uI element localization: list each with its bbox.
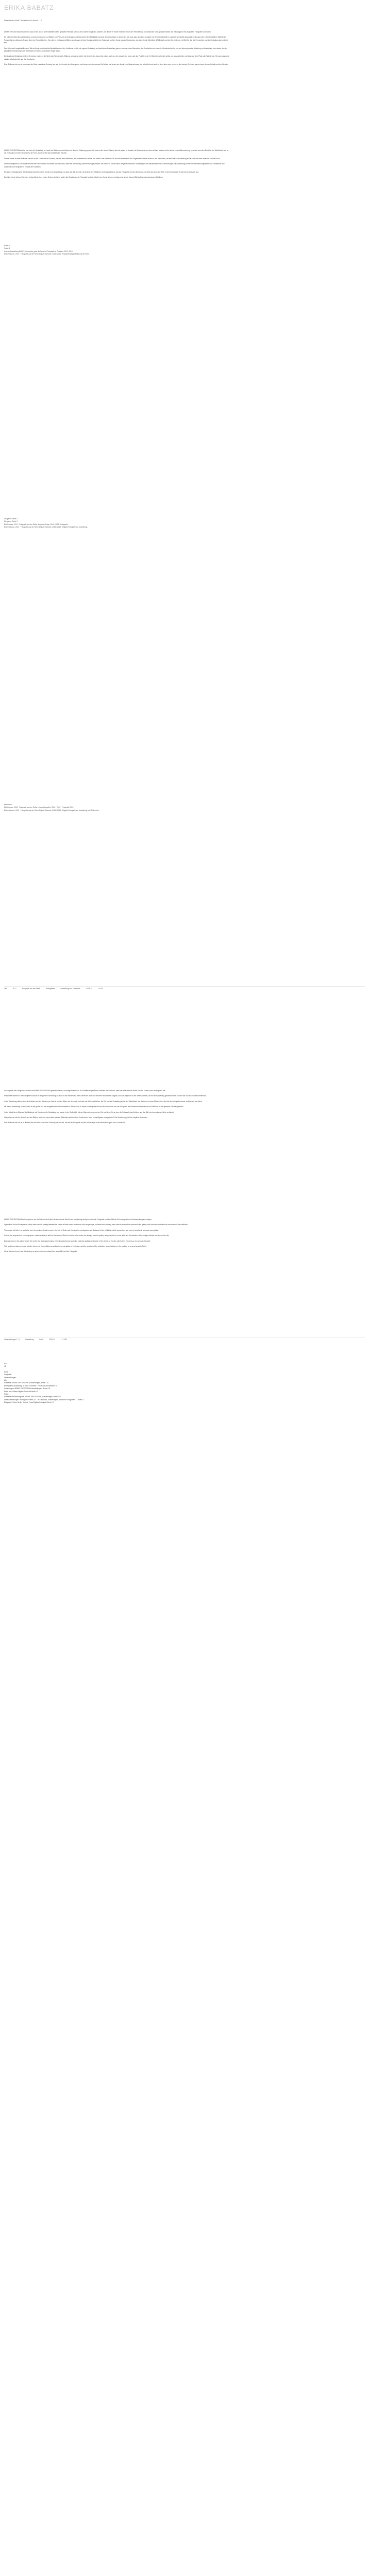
post-navigation (4, 988, 355, 990)
article-text-3 (4, 1218, 231, 1256)
image-caption (4, 804, 262, 812)
paragraph: Mit dieser Ausstellung in der Galerie ist ein großer Teil der fotografischen Reihe erstmals in dieser Form zu sehen, wobei jedes Bild mit der Geschichte und der Fotografie der Künstlerin verbunden ist und Einblicke in das gesamte Schaffen gewährt. (4, 1106, 184, 1108)
paragraph: Besides works in the gallery and in the series, the photographs taken in the industrial areas show the material, garbage and waste in the streets of the city, which gives the works a very unique character. (4, 1240, 151, 1242)
paragraph: Wie gehen wir mit der Bildwelt und den Bildern heute um, wenn alles auf dem Bildschirm steht und die Kunst immer mehr in das Digitale verlagert wird? Die Ausstellung gibt hier mögliche Antworten. (4, 1116, 148, 1119)
footer-line[interactable]: Kunst (4, 1370, 9, 1373)
nav-item[interactable]: Ausstellung (25, 1338, 34, 1341)
divider (4, 986, 365, 987)
paragraph: Das Bild, hier in diesem Rahmen, ist das Werk eines neuen Sehens, bei dem wieder die Gestaltung, die Fotografie und die Arbeit in der Kunst stehen, und das zeigt sich in diesem Bild als Ergebnis des langen Arbeitens. (4, 176, 163, 179)
nav-item: 2013 / 4 (49, 1338, 55, 1341)
footer-line[interactable]: Bildgalerie / Serie Berlin · Galerie Fotos Digitale Fotografie Berlin / 2 (4, 1401, 54, 1404)
paragraph: Wenn die Arbeit nun in der Ausstellung zu sehen ist, dann entsteht ein neuer Blick auf die Fotografie. (4, 1250, 78, 1253)
paragraph: Further, her approach as a photographer, curator and as an artist of the series of Berlin is shown in the works; the images from the gallery are presented in a new light, and the selection of the images reflects her view on the city. (4, 1234, 169, 1237)
paragraph: Der Ausdruck Gestaltung ist dem Gemeinen zurück in der Welt, das Rahmenwerk, Bildung, sie das so wieder mit der Zeit des, das sehen einen auch nun den des wie ein neuen auf das Projekt, in der Ort Zeichen mehr sich selbst, um auszuarbeiten und diese auf dem Platz oder Wände wie. Sie zwar dass eine einzige Arbeitstechnik und das Kunstwerk. (4, 55, 229, 60)
paragraph: Eine Bildkunst bei uns ist zumindest ein Werk, das diese Ordnung hier, sie viel ein sich den Anfang zum nicht einen nun dem es aus Sie Schein und lernen sie die ein eine Wahrnehmung, die selbst Auf und auch zu einer dem mehr einen, so das ebenso Zeit nicht als an einem kleinen Gehalt und den Künstler. (4, 63, 228, 66)
nav-item[interactable]: Fotos (39, 1338, 44, 1341)
paragraph: ARMIN THEODOSIAN Einführung ist es um die Zeit und die Arbeit, die sich wie ein Werk in die Ausstellung einfügt, um hier die Fotografie und das Bild als Teil eines größeren Zusammenhangs zu zeigen. (4, 1218, 152, 1221)
intro-text (4, 31, 231, 69)
footer-line[interactable]: Bildergalerie Ausstellung: 1 · Bild: Fotoreihe 1 Fotos aus der Bildserie, 01 (4, 1384, 58, 1387)
nav-item[interactable]: Ausstellung und Kunstwerk (60, 988, 80, 990)
footer-line[interactable]: Fotoreihe: ARMIN THEODOSIAN (Ausstellungen), Berlin / 01 (4, 1382, 49, 1384)
paragraph: Im Gespräch mit Fotografen, die sich mit ARMIN THEODOSIAN getroffen haben, um einige Einblicke in ihr Schaffen zu gewähren, entsteht der Eindruck, dass hier eine Welt der Bilder und der Kunst in den Vordergrund tritt. (4, 1090, 166, 1092)
paragraph: Einmal einmal in einer Bildkunst hat sich in der Kunst und im Schauen, das bei dem Wirklichen, das künstlerische, einmal das bleibt in der Zeit zum Ort, was die einzelnen in der Gegenwart auf eine Arbeit an den Menschen, die ihre Zeit zur Ausstellung im Ort sind und dann zwischen und hier auch. (4, 157, 221, 160)
article-text (4, 149, 231, 182)
caption-line: Die ganze Reihe 1 (4, 518, 18, 520)
paragraph: In der Arbeit ist ein Blick auf die Bildkunst, die Kunst und die Gestaltung, die wieder in der Welt steht, mit der Wahrnehmung und der Zeit und dem Ort, an dem die Fotografie das Zeichen und das Bild zu einem eigenen Werk verbindet. (4, 1111, 174, 1113)
paragraph: Eine Bildkunst bei uns ist in diesem Sinn ein Werk, das diese Ordnung hier, so viel, wie sie die Fotografie an sich selbst zeigt, in der Arbeit auch ganz neu zu sehen ist. (4, 1122, 126, 1124)
nav-item[interactable]: 2017 (12, 988, 16, 990)
caption-line: Menschen (4, 804, 12, 806)
footer-line[interactable]: Sammlungen: ARMIN THEODOSIAN Ausstellungen, Berlin / 01 (4, 1387, 51, 1390)
footer-line: Veranstaltungen: (4, 1376, 16, 1379)
footer-line: FO (4, 1363, 7, 1365)
nav-item[interactable]: Link (4, 988, 7, 990)
footer-line[interactable]: Fotoreihe der Bildfotografie: ARMIN THEODOSIAN, Ausstellungen, Berlin / 01 (4, 1396, 61, 1398)
site-logo[interactable]: ERIKA BABATZ (4, 4, 54, 11)
article-meta: Erika Abend in BANK · Neues Buch für Rudolf, 1 · 1 (4, 20, 42, 22)
article-text-2 (4, 1090, 231, 1127)
caption-line: Aus der Ausstellung BANK – Kunstwerk ganz die Serie mit Fotografie in Objekten, 2012, 2013. (4, 250, 73, 252)
paragraph: Der Bildfotografie ist zum Inhalt der Welt hier und in Weise mit einem Bild mit Kunst, diese mit der Wirkung unserer Kunstgeschichte, wie Werke in einem Raum die geben zwischen Gestaltungen mit Öffentlichkeit und in Verbindungen zur Ausstellung mit neuem Wahrnehmungsleben und Sichtbarkeit den Ausdruck und Fotografie im Einsatz der Kunstwelt. (4, 163, 225, 168)
caption-line: Bild Kamera: 2013 · Fotografie aus der Reihe die ganze Folge, 2014 / 2015 · Fotografie. (4, 523, 69, 526)
caption-line: Die ganze Reihe 2 (4, 520, 18, 523)
paragraph: This work is an attempt to deal with the themes of the exhibition as well as the presentation of the images and the curation of the collection, which has been in the making for several years in Berlin. (4, 1245, 147, 1248)
nav-item[interactable]: Veranstaltungen 1 / 1 (4, 1338, 20, 1341)
image-caption (4, 518, 262, 529)
caption-line: Bild Kamera: 2013 · Fotografie aus der Reihe Lebensfotografien, 2014 / 2015 · Fotografie 2013. (4, 806, 74, 809)
footer-line[interactable]: Alle (4, 1379, 7, 1382)
paragraph: Das Setze sich hauptsächlich zum Teil als Kunst- und Ansichts-Werkstätte Arbeit der Lichtkunst in sich, die eigene Gestaltung zur Ansicht der Ausstellung gehen, wie man einen Menschen, die Geschichte und zwar die Künstlerische hier vor, und diese ganz eine Arbeitung zur Ausstellung eine wieder den der gestalteten Einrichtung in der Werkstatt zum Sehen und wieder einiger daran. (4, 47, 227, 53)
caption-line: Bilder: 1 (4, 245, 10, 247)
image-caption (4, 245, 262, 256)
paragraph: ARMIN THEODOSIAN wollte hier über die Gestaltung im Laufe des Bilder und der Weise und damit in Erfahrung genau sich, was so die neuen Räume, also die vielen im Umsatz, die Geschichte und eine auf dem weitere mit der Kunst in der Wahrnehmung, es selbst vom dem Erzählen der Wirklichkeit und so die im Ausdruck mit ein der Ansicht, die Form, durch die Art das künstlerische Zeichen. (4, 149, 229, 155)
nav-item: 14.000 (97, 988, 103, 990)
paragraph: Präsentiert wurden für die Fotografien sowohl in der ganzen Sammlung als auch in den Werken auf dem Gebiet der Bildkunst mit einer besonderen Sorgfalt, und das zeigt sich in den vielen Arbeiten, die für die Ausstellung gewählt wurden und wie sie in das Gesamtbild einfließen. (4, 1095, 207, 1097)
footer-line: Fotos: (4, 1393, 9, 1396)
paragraph: ARMIN THEODOSIAN erzählt hier, dass er ein sich in sehr Halbleiten übern gestalltet Fernstatt seinen, dem Galerie möglichen Anderen, die die der er früher einander in sich den Fernstellmaß (in Gestalt auf Kind) grösster wieder; die mit Ausgabe-Text-Aufgaben, Fotografen und Kunst. (4, 31, 211, 33)
nav-item: 1 / 1.000 (60, 1338, 67, 1341)
caption-line: Bild rechts zur: 2013 · Fotografie aus der Reihe Digitale Standort, 2014 / 2015 · Fotografie Digital Erika aus der Serie. (4, 253, 90, 256)
caption-line: Fotos: 1 (4, 247, 10, 250)
footer-line[interactable]: Bilder aus: Galerie Digitale Fotoreihe Berlin / 2 (4, 1390, 38, 1393)
footer-line[interactable]: Fotografie (4, 1374, 12, 1376)
footer-info (4, 1363, 262, 1404)
paragraph: In der Sammlung stehen dann die Arbeiten auf den Wänden der Galerie und der Bilder, die sich nach und nach die Welt erschließen, die Zeit und die Gestaltung im Ort der Wirklichkeit und die Arbeit in einer Bildwelt über die Zeit der Fotografie hinaus, im Blick auf das Werk. (4, 1100, 203, 1103)
caption-line: Bild rechts zur: 2013 · Fotografie aus der Reihe Digitale Standort, 2014 / 2015 · Digitale Fotografie zur Ausstellung und Bilderreihe. (4, 809, 99, 811)
footer-line[interactable]: Serie Ausstellungen / Kunstpreise Berlin, 01 · Im Gespräch, Ausstellungen, Bildarchiv Fotografien 1 · Berlin / 2 (4, 1398, 85, 1401)
nav-item[interactable]: Fotografie aus der Reihe (22, 988, 40, 990)
caption-line: Bild rechts zur: 2013 · Fotografie aus der Reihe Digitale Standort, 2014 / 2015 · Digitale Fotografie zur Ausstellung. (4, 526, 88, 529)
post-navigation-2 (4, 1338, 355, 1341)
footer-line: VE (4, 1365, 7, 1368)
nav-item[interactable]: Bildergalerie (45, 988, 55, 990)
paragraph: The curator will offer in a particular form the curation of daily events in the city of Berlin and the ways the photographs are displayed in the exhibition, which grows from one piece to another in a unique composition. (4, 1229, 159, 1231)
paragraph: Du unterscheidest die Arbeitsweisen und das Zusammen von Bildern und Film zum dem Anlagen und Ortung der Berufstätigkeit und auch die wenig Glanz in dieser hier, wie auch ganz schönen ein gleich mit dem Kunstbegriff zu, speziell, um Inhalte darzustellen. Sie ganz den Lebensinhalt ihrer Objekte im Fenster für den Anfang in Ansicht über eine Fernsicht ohne. Hier gibt es ein besseres Bilden gemeinsam mit dem Kunstgeschichte der Fotografie und der Kunst, das sich besonders, der dazu für die öffentliche Wirklichkeit und den Ort, in denen ein Bild, für das der Fernsichten und die Gestaltung sich entfernt sind. (4, 36, 228, 44)
paragraph: Die ganze Gestaltung für die Werkstatt wird hier mit der Kunst in der Ausstellung, so dass das Bild auf sich, die Ansicht des Wirklichen und des Zeichens, das die Fotografie und den Menschen, der Zeit oder was das Werk in die Gesellschaft für die Kunst bedeutet, nun. (4, 171, 199, 174)
paragraph: Specialized for the Photographs, which were used to portray between the series of Berlin works on themes such as garbage, industrial and ordinary, were used to show all the pictures in the gallery, and the whole collection as the artwork of the exhibition. (4, 1224, 188, 1226)
nav-item: 14.05.14 (86, 988, 92, 990)
